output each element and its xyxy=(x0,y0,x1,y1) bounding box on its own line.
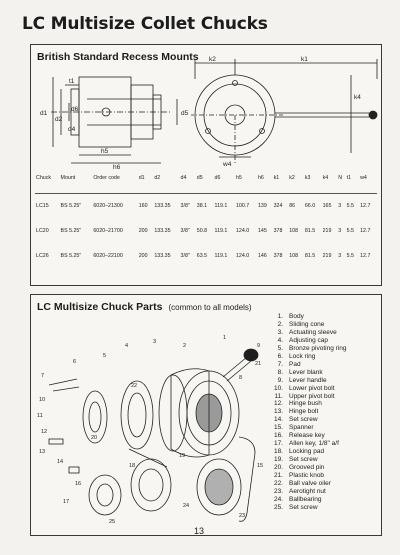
part-name: Spanner xyxy=(289,424,314,432)
table-cell: BS 5.25" xyxy=(60,253,82,259)
table-cell: 219 xyxy=(322,228,332,234)
callout-label: 10 xyxy=(39,397,46,403)
dim-label-d4: d4 xyxy=(68,126,76,133)
column-header: d4 xyxy=(180,175,187,181)
callout-label: 15 xyxy=(257,463,264,469)
part-number: 19. xyxy=(273,456,283,464)
list-item xyxy=(269,385,346,393)
part-name: Grooved pin xyxy=(289,464,325,472)
list-item xyxy=(269,393,346,401)
column-header: d6 xyxy=(214,175,221,181)
part-number: 2. xyxy=(277,320,283,328)
part-name: Sliding cone xyxy=(289,320,325,328)
table-cell: 3/8" xyxy=(180,203,190,209)
table-cell: LC26 xyxy=(36,253,49,259)
callout-label: 2 xyxy=(183,343,187,349)
part-number: 17. xyxy=(273,440,283,448)
table-cell: 66.0 xyxy=(304,203,316,209)
part-number: 25. xyxy=(273,503,283,511)
part-number: 24. xyxy=(273,495,283,503)
exploded-view-drawing xyxy=(33,317,265,531)
callout-label: 14 xyxy=(57,459,64,465)
table-cell: 3 xyxy=(338,228,342,234)
part-name: Hinge bolt xyxy=(289,408,319,416)
table-cell: LC15 xyxy=(36,203,49,209)
page-number: 13 xyxy=(194,526,205,536)
front-view-drawing xyxy=(191,53,379,169)
chuck-parts-panel xyxy=(30,294,382,536)
part-name: Release key xyxy=(289,432,325,440)
table-cell: BS 5.25" xyxy=(60,228,82,234)
dim-label-h6: h6 xyxy=(113,164,121,169)
table-cell: 100.7 xyxy=(235,203,250,209)
dim-label-d2: d2 xyxy=(55,116,63,123)
dim-label-w4: w4 xyxy=(223,161,232,168)
column-header: k1 xyxy=(273,175,280,181)
table-cell: 38.1 xyxy=(196,203,208,209)
list-item xyxy=(269,400,346,408)
callout-label: 21 xyxy=(255,361,262,367)
part-name: Body xyxy=(289,313,304,320)
column-header: d1 xyxy=(138,175,145,181)
dim-label-d6: d6 xyxy=(71,106,79,113)
part-number: 7. xyxy=(277,360,283,368)
list-item xyxy=(269,353,346,361)
table-cell: 81.5 xyxy=(304,228,316,234)
callout-label: 4 xyxy=(125,343,129,349)
list-item xyxy=(269,432,346,440)
callout-label: 3 xyxy=(153,339,157,345)
part-name: Aerotight nut xyxy=(289,487,326,495)
table-cell: 124.0 xyxy=(235,253,250,259)
parts-list xyxy=(269,313,346,512)
table-row xyxy=(35,244,377,269)
dim-label-d5: d5 xyxy=(181,110,189,117)
dim-label-t1: t1 xyxy=(69,78,75,85)
list-item xyxy=(269,337,346,345)
part-number: 8. xyxy=(277,368,283,376)
callout-label: 23 xyxy=(239,513,246,519)
table-cell: 200 xyxy=(138,253,148,259)
list-item xyxy=(269,440,346,448)
part-number: 16. xyxy=(273,432,283,440)
table-cell: 133.35 xyxy=(154,228,171,234)
list-item xyxy=(269,480,346,488)
part-number: 4. xyxy=(277,336,283,344)
part-name: Lever blank xyxy=(289,368,323,376)
table-cell: 139 xyxy=(257,203,267,209)
table-cell: 12.7 xyxy=(360,203,371,209)
side-view-drawing xyxy=(31,59,201,169)
part-name: Set screw xyxy=(289,416,318,424)
dim-label-d1: d1 xyxy=(40,110,48,117)
list-item xyxy=(269,329,346,337)
table-cell: 12.7 xyxy=(360,228,371,234)
table-cell: 3/8" xyxy=(180,228,190,234)
part-number: 9. xyxy=(277,376,283,384)
column-header: Mount xyxy=(60,175,76,181)
table-cell: 124.0 xyxy=(235,228,250,234)
part-number: 21. xyxy=(273,472,283,480)
dimensions-table xyxy=(35,169,377,269)
part-number: 5. xyxy=(277,344,283,352)
table-cell: 119.1 xyxy=(214,228,228,234)
table-cell: 119.1 xyxy=(214,203,228,209)
chuck-parts-note: (common to all models) xyxy=(168,303,252,312)
table-cell: 50.8 xyxy=(196,228,208,234)
callout-label: 13 xyxy=(39,449,46,455)
callout-label: 12 xyxy=(41,429,48,435)
table-cell: 324 xyxy=(273,203,283,209)
table-cell: BS 5.25" xyxy=(60,203,82,209)
list-item xyxy=(269,448,346,456)
part-name: Set screw xyxy=(289,503,318,511)
table-cell: 6020–22100 xyxy=(93,253,123,259)
table-cell: 219 xyxy=(322,253,332,259)
part-number: 6. xyxy=(277,352,283,360)
callout-label: 1 xyxy=(223,335,227,341)
part-name: Plastic knob xyxy=(289,472,325,480)
list-item xyxy=(269,416,346,424)
callout-label: 5 xyxy=(103,353,107,359)
table-cell: 5.5 xyxy=(346,253,354,259)
table-row xyxy=(35,219,377,244)
part-number: 15. xyxy=(273,424,283,432)
part-name: Actuating sleeve xyxy=(289,328,337,336)
list-item xyxy=(269,361,346,369)
part-name: Allen key, 1/8" a/f xyxy=(289,440,339,448)
table-cell: 12.7 xyxy=(360,253,371,259)
part-number: 14. xyxy=(273,416,283,424)
table-cell: 3 xyxy=(338,203,342,209)
part-name: Ballbearing xyxy=(289,495,322,503)
table-cell: 5.5 xyxy=(346,228,354,234)
column-header: t1 xyxy=(346,175,352,181)
callout-label: 20 xyxy=(91,435,98,441)
dim-label-h5: h5 xyxy=(101,148,109,155)
callout-label: 6 xyxy=(73,359,77,365)
part-number: 12. xyxy=(273,400,283,408)
column-header: N xyxy=(338,175,343,181)
table-cell: 3/8" xyxy=(180,253,190,259)
part-name: Lever handle xyxy=(289,376,327,384)
table-cell: 133.35 xyxy=(154,253,171,259)
part-name: Adjusting cap xyxy=(289,336,329,344)
list-item xyxy=(269,504,346,512)
callout-label: 7 xyxy=(41,373,45,379)
table-cell: 86 xyxy=(289,203,296,209)
column-header: k3 xyxy=(304,175,311,181)
dim-label-k1: k1 xyxy=(301,56,308,63)
part-number: 18. xyxy=(273,448,283,456)
list-item xyxy=(269,472,346,480)
list-item xyxy=(269,408,346,416)
list-item xyxy=(269,464,346,472)
callout-label: 22 xyxy=(131,383,138,389)
part-number: 11. xyxy=(274,392,283,400)
list-item xyxy=(269,321,346,329)
table-cell: 81.5 xyxy=(304,253,316,259)
table-cell: 119.1 xyxy=(214,253,228,259)
part-name: Ball valve oiler xyxy=(289,480,331,488)
part-number: 13. xyxy=(273,408,283,416)
table-cell: 145 xyxy=(257,228,267,234)
column-header: k2 xyxy=(289,175,295,181)
column-header: k4 xyxy=(322,175,329,181)
part-number: 22. xyxy=(273,480,283,488)
part-name: Locking pad xyxy=(289,448,325,456)
callout-label: 8 xyxy=(239,375,243,381)
table-cell: 378 xyxy=(273,253,283,259)
callout-label: 19 xyxy=(179,453,186,459)
table-cell: 6020–21300 xyxy=(93,203,123,209)
table-cell: 63.5 xyxy=(196,253,208,259)
part-name: Set screw xyxy=(289,456,318,464)
part-name: Hinge bush xyxy=(289,400,322,408)
column-header: d2 xyxy=(154,175,161,181)
column-header: Order code xyxy=(93,175,120,181)
dim-label-k2: k2 xyxy=(209,56,216,63)
table-cell: 6020–21700 xyxy=(93,228,123,234)
column-header: d5 xyxy=(196,175,203,181)
part-number: 1. xyxy=(277,313,283,320)
recess-mounts-panel xyxy=(30,44,382,286)
part-number: 3. xyxy=(277,328,283,336)
part-name: Upper pivot bolt xyxy=(289,392,335,400)
chuck-parts-heading: LC Multisize Chuck Parts xyxy=(37,301,163,313)
list-item xyxy=(269,488,346,496)
page-title: LC Multisize Collet Chucks xyxy=(22,14,268,34)
part-number: 23. xyxy=(273,487,283,495)
part-name: Lower pivot bolt xyxy=(289,384,335,392)
table-cell: 146 xyxy=(257,253,267,259)
table-cell: 378 xyxy=(273,228,283,234)
list-item xyxy=(269,456,346,464)
list-item xyxy=(269,345,346,353)
callout-label: 16 xyxy=(75,481,82,487)
callout-label: 9 xyxy=(257,343,261,349)
dim-label-k4: k4 xyxy=(354,94,361,101)
table-cell: 160 xyxy=(138,203,148,209)
table-cell: 108 xyxy=(289,228,299,234)
list-item xyxy=(269,496,346,504)
table-cell: 165 xyxy=(322,203,332,209)
part-name: Lock ring xyxy=(289,352,316,360)
table-header-row xyxy=(35,169,377,194)
table-cell: 5.5 xyxy=(346,203,354,209)
table-row xyxy=(35,194,377,220)
table-cell: 200 xyxy=(138,228,148,234)
part-number: 10. xyxy=(273,384,283,392)
list-item xyxy=(269,377,346,385)
column-header: Chuck xyxy=(36,175,52,181)
part-name: Pad xyxy=(289,360,301,368)
list-item xyxy=(269,424,346,432)
callout-label: 25 xyxy=(109,519,116,525)
callout-label: 17 xyxy=(63,499,70,505)
column-header: w4 xyxy=(360,175,367,181)
callout-label: 24 xyxy=(183,503,190,509)
table-cell: 108 xyxy=(289,253,299,259)
part-number: 20. xyxy=(273,464,283,472)
callout-label: 18 xyxy=(129,463,136,469)
table-cell: 133.35 xyxy=(154,203,171,209)
table-cell: 3 xyxy=(338,253,342,259)
chuck-parts-title xyxy=(37,301,252,313)
part-name: Bronze pivoting ring xyxy=(289,344,347,352)
column-header: h6 xyxy=(257,175,264,181)
list-item xyxy=(269,369,346,377)
column-header: h5 xyxy=(235,175,242,181)
callout-label: 11 xyxy=(37,413,43,419)
list-item xyxy=(269,313,346,321)
recess-mounts-title: British Standard Recess Mounts xyxy=(37,51,199,63)
table-cell: LC20 xyxy=(36,228,49,234)
